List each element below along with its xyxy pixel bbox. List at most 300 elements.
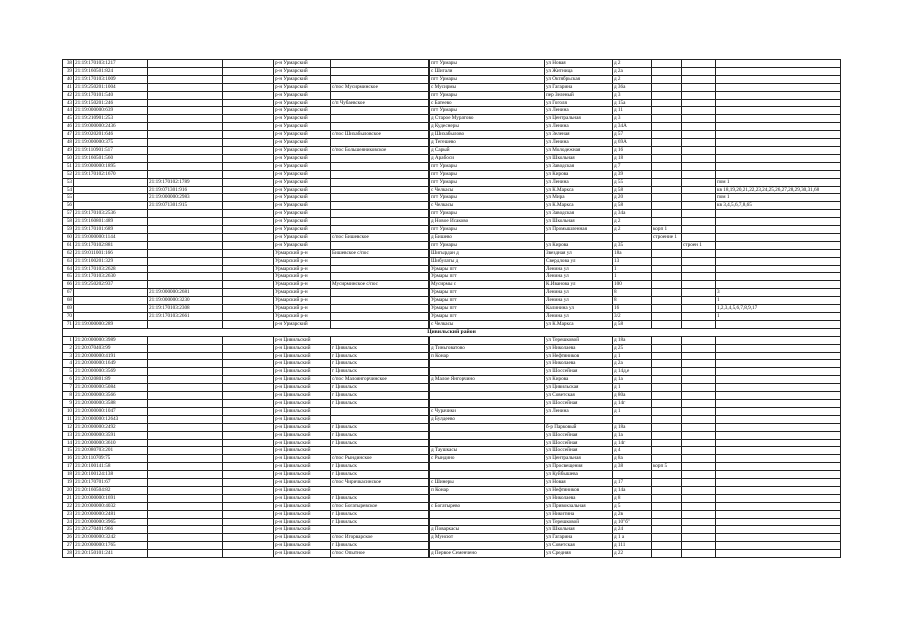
table-cell: строен 1 (682, 241, 716, 249)
table-cell (223, 194, 274, 202)
table-row (63, 471, 841, 479)
table-row (63, 218, 841, 226)
table-cell: 21:19:000000:639 (74, 107, 148, 115)
table-cell: ул Никитина (545, 510, 613, 518)
table-cell (223, 154, 274, 162)
table-cell: 21:20:080703:201 (74, 447, 148, 455)
table-cell: р-н Цивильский (274, 423, 331, 431)
table-row (63, 202, 841, 210)
table-cell (223, 455, 274, 463)
table-row (63, 510, 841, 518)
table-cell (682, 146, 716, 154)
table-cell: р-н Цивильский (274, 368, 331, 376)
table-cell: 69 (63, 305, 74, 313)
table-cell (148, 131, 223, 139)
table-cell: 21:19:160501:824 (74, 67, 148, 75)
table-cell: 4 (63, 360, 74, 368)
table-cell: ул Шоссейная (545, 431, 613, 439)
table-cell: 21:19:000000:1144 (74, 233, 148, 241)
table-cell: ул Шоссейная (545, 439, 613, 447)
table-cell (652, 75, 682, 83)
table-cell: с Богатырево (430, 502, 545, 510)
table-cell (652, 368, 682, 376)
table-cell: с/пос Шихабыловское (331, 131, 429, 139)
table-cell (148, 115, 223, 123)
table-row (63, 463, 841, 471)
table-row (63, 305, 841, 313)
table-cell (682, 407, 716, 415)
table-cell (652, 471, 682, 479)
table-cell (716, 336, 841, 344)
table-cell: г Цивильск (331, 463, 429, 471)
table-cell (430, 360, 545, 368)
table-cell: р-н Цивильский (274, 344, 331, 352)
table-cell (682, 336, 716, 344)
table-cell: 26 (63, 534, 74, 542)
table-cell: д 1 а (613, 534, 652, 542)
table-cell (148, 281, 223, 289)
table-cell (223, 67, 274, 75)
table-cell: 21:19:170102:1789 (148, 178, 223, 186)
table-cell (331, 154, 429, 162)
table-cell (682, 494, 716, 502)
table-cell: ул Ленина (545, 123, 613, 131)
table-cell: 21:20:000000:2481 (74, 510, 148, 518)
table-cell: ул К.Маркса (545, 186, 613, 194)
table-cell (223, 273, 274, 281)
table-cell (331, 210, 429, 218)
table-cell: 21:20:000000:2492 (74, 423, 148, 431)
table-cell: 21:20:000000:3242 (74, 534, 148, 542)
table-cell (430, 471, 545, 479)
section-header-row (63, 328, 841, 336)
table-cell: д 3 (613, 115, 652, 123)
table-cell: ул Школьная (545, 218, 613, 226)
table-cell (148, 415, 223, 423)
table-cell: д 24 (613, 526, 652, 534)
table-cell: р-н Цивильский (274, 360, 331, 368)
table-row (63, 360, 841, 368)
table-cell: ул Кирова (545, 170, 613, 178)
table-cell: пер Зеленый (545, 91, 613, 99)
table-cell: ул Николаева (545, 360, 613, 368)
table-cell: р-н Урмарский (274, 186, 331, 194)
table-cell: корп 5 (652, 463, 682, 471)
table-cell: д Арабоси (430, 154, 545, 162)
table-cell (148, 360, 223, 368)
table-cell (652, 170, 682, 178)
table-cell: ул Шоссейная (545, 447, 613, 455)
table-cell: ул Новая (545, 60, 613, 68)
table-cell: д 55 (613, 178, 652, 186)
table-cell: 21:19:000000:2983 (148, 194, 223, 202)
table-cell (331, 257, 429, 265)
table-cell (682, 265, 716, 273)
table-cell (148, 431, 223, 439)
table-cell: 19 (63, 479, 74, 487)
table-cell: Свердлова ул (545, 257, 613, 265)
table-cell (148, 479, 223, 487)
table-cell: Урмарский р-н (274, 305, 331, 313)
table-cell: д 58 (613, 202, 652, 210)
table-cell (331, 115, 429, 123)
table-cell: пгт Урмары (430, 226, 545, 234)
table-cell: г Цивильск (331, 384, 429, 392)
table-row (63, 186, 841, 194)
table-cell (652, 241, 682, 249)
table-cell: 21:19:110901:517 (74, 146, 148, 154)
table-cell (652, 479, 682, 487)
table-cell (652, 249, 682, 257)
table-cell (652, 281, 682, 289)
table-row (63, 241, 841, 249)
table-cell: д 14а (613, 486, 652, 494)
table-cell (331, 194, 429, 202)
table-cell (652, 431, 682, 439)
table-cell (223, 534, 274, 542)
table-cell: д 25 (613, 344, 652, 352)
table-cell (652, 502, 682, 510)
table-cell (223, 376, 274, 384)
table-cell (223, 178, 274, 186)
table-cell (74, 313, 148, 321)
table-cell: ул Октябрьская (545, 75, 613, 83)
table-row (63, 352, 841, 360)
table-cell (652, 550, 682, 558)
table-cell (652, 384, 682, 392)
table-cell (74, 186, 148, 194)
table-cell: 53 (63, 178, 74, 186)
table-cell (716, 257, 841, 265)
table-cell (682, 115, 716, 123)
table-cell (682, 463, 716, 471)
table-cell (148, 257, 223, 265)
table-cell: 21:20:000000:4032 (74, 502, 148, 510)
table-cell: Урмарский р-н (274, 313, 331, 321)
table-cell: р-н Урмарский (274, 202, 331, 210)
table-cell (148, 210, 223, 218)
table-row (63, 194, 841, 202)
table-cell: 8 (613, 297, 652, 305)
table-cell (223, 360, 274, 368)
table-cell: корп 1 (652, 226, 682, 234)
table-cell: р-н Цивильский (274, 407, 331, 415)
table-cell (682, 502, 716, 510)
table-cell: 59 (63, 226, 74, 234)
table-cell (716, 320, 841, 328)
table-cell (652, 344, 682, 352)
table-cell: г Цивильск (331, 392, 429, 400)
table-cell: д Таушкасы (430, 447, 545, 455)
table-cell: 21:20:020801:89 (74, 376, 148, 384)
table-cell (223, 344, 274, 352)
register-sheet (62, 59, 840, 558)
table-cell (223, 115, 274, 123)
table-cell: р-н Урмарский (274, 99, 331, 107)
table-row (63, 550, 841, 558)
table-cell (331, 336, 429, 344)
table-cell: 15 (63, 447, 74, 455)
table-cell: 55 (63, 194, 74, 202)
table-cell: р-н Урмарский (274, 123, 331, 131)
table-row (63, 226, 841, 234)
table-cell: р-н Урмарский (274, 226, 331, 234)
table-cell: 21:20:000000:3965 (74, 518, 148, 526)
table-cell: 21:19:170103:2308 (148, 305, 223, 313)
table-cell: 40 (63, 75, 74, 83)
table-cell: р-н Цивильский (274, 439, 331, 447)
table-cell: п Конар (430, 486, 545, 494)
table-cell (74, 297, 148, 305)
table-cell: р-н Урмарский (274, 218, 331, 226)
table-cell: д Булдеево (430, 415, 545, 423)
table-cell (148, 123, 223, 131)
table-cell: 21:19:170103:2628 (74, 265, 148, 273)
table-cell (331, 526, 429, 534)
table-cell (716, 360, 841, 368)
table-cell (223, 83, 274, 91)
table-cell (716, 60, 841, 68)
table-row (63, 289, 841, 297)
table-cell (682, 534, 716, 542)
table-cell (716, 376, 841, 384)
table-cell (682, 455, 716, 463)
table-cell (682, 218, 716, 226)
table-cell (74, 178, 148, 186)
table-row (63, 526, 841, 534)
table-cell (652, 91, 682, 99)
table-cell: р-н Урмарский (274, 170, 331, 178)
table-cell (223, 226, 274, 234)
table-cell (148, 83, 223, 91)
table-row (63, 455, 841, 463)
table-cell: Урмары пгт (430, 305, 545, 313)
table-cell (223, 463, 274, 471)
table-cell: Ленина ул (545, 289, 613, 297)
table-cell: 10 (63, 407, 74, 415)
table-cell (682, 320, 716, 328)
table-cell: г Цивильск (331, 439, 429, 447)
table-cell: 21:20:070403:99 (74, 344, 148, 352)
table-cell (223, 146, 274, 154)
table-cell: р-н Урмарский (274, 139, 331, 147)
table-cell (682, 297, 716, 305)
table-cell (331, 162, 429, 170)
table-cell (682, 526, 716, 534)
table-cell: д Мунсют (430, 534, 545, 542)
table-cell (652, 542, 682, 550)
table-cell (682, 415, 716, 423)
table-cell (148, 550, 223, 558)
table-cell (716, 344, 841, 352)
table-cell: 5 (63, 368, 74, 376)
table-cell (716, 542, 841, 550)
table-cell (682, 186, 716, 194)
table-cell: д 8 (613, 494, 652, 502)
table-cell: 71 (63, 320, 74, 328)
table-cell (331, 170, 429, 178)
table-cell (223, 439, 274, 447)
table-row (63, 249, 841, 257)
table-cell: 21 (63, 494, 74, 502)
table-cell: р-н Цивильский (274, 510, 331, 518)
table-cell: 64 (63, 265, 74, 273)
table-cell (148, 486, 223, 494)
table-cell: д 36а (613, 83, 652, 91)
table-cell: г Цивильск (331, 360, 429, 368)
table-cell: п Конар (430, 352, 545, 360)
table-cell: д Тиньговатово (430, 344, 545, 352)
table-cell (716, 107, 841, 115)
table-cell: 13 (613, 257, 652, 265)
table-cell (652, 162, 682, 170)
table-cell: д 80а (613, 392, 652, 400)
table-cell: ул Центральная (545, 455, 613, 463)
table-cell: 21:19:160801:489 (74, 218, 148, 226)
table-cell: ул Шоссейная (545, 399, 613, 407)
table-cell (223, 241, 274, 249)
table-cell: Урмарский р-н (274, 257, 331, 265)
table-cell: с/пос Чиричкасинское (331, 479, 429, 487)
table-row (63, 233, 841, 241)
table-cell (223, 542, 274, 550)
table-cell (74, 194, 148, 202)
table-cell: р-н Урмарский (274, 194, 331, 202)
table-cell (652, 202, 682, 210)
table-cell (682, 479, 716, 487)
table-cell: 1 (613, 265, 652, 273)
table-cell (716, 233, 841, 241)
table-cell: 21:19:250201:1004 (74, 83, 148, 91)
table-cell (430, 336, 545, 344)
table-row (63, 297, 841, 305)
table-row (63, 139, 841, 147)
table-cell: р-н Цивильский (274, 542, 331, 550)
table-cell: д 17 (613, 479, 652, 487)
table-cell (545, 233, 613, 241)
table-cell: Звездная ул (545, 249, 613, 257)
table-cell: д 39 (613, 170, 652, 178)
table-cell: ул Заводская (545, 162, 613, 170)
table-cell: р-н Урмарский (274, 67, 331, 75)
table-cell: 2 (63, 344, 74, 352)
table-cell: 39 (63, 67, 74, 75)
table-cell (148, 218, 223, 226)
table-cell (223, 297, 274, 305)
table-cell (613, 471, 652, 479)
table-cell (716, 139, 841, 147)
table-row (63, 447, 841, 455)
table-cell: 21:19:071301:915 (148, 202, 223, 210)
table-cell: д 34а (613, 210, 652, 218)
table-cell (652, 510, 682, 518)
table-cell: г Цивильск (331, 510, 429, 518)
table-cell (331, 289, 429, 297)
table-cell (652, 67, 682, 75)
table-cell (331, 178, 429, 186)
table-cell (223, 471, 274, 479)
table-cell: р-н Цивильский (274, 352, 331, 360)
table-cell (613, 233, 652, 241)
table-row (63, 210, 841, 218)
table-cell (331, 67, 429, 75)
table-cell: д 1а (613, 376, 652, 384)
table-cell (223, 550, 274, 558)
table-cell (716, 273, 841, 281)
table-cell: ул Гагарина (545, 534, 613, 542)
table-cell (331, 107, 429, 115)
table-cell (223, 186, 274, 194)
table-cell: 25 (63, 526, 74, 534)
table-cell: 70 (63, 313, 74, 321)
table-cell: 67 (63, 289, 74, 297)
table-cell (652, 265, 682, 273)
table-cell: 21:20:170701:67 (74, 479, 148, 487)
table-cell (716, 415, 841, 423)
table-cell (716, 218, 841, 226)
table-cell: ул Нефтяников (545, 486, 613, 494)
table-cell: Урмарский р-н (274, 297, 331, 305)
table-cell (652, 423, 682, 431)
table-cell (716, 123, 841, 131)
table-cell (223, 392, 274, 400)
table-cell (148, 226, 223, 234)
table-cell: Урмарский р-н (274, 249, 331, 257)
table-cell (716, 463, 841, 471)
table-cell (148, 273, 223, 281)
table-cell (682, 91, 716, 99)
table-cell (652, 313, 682, 321)
table-cell: Урмары пгт (430, 297, 545, 305)
table-cell (716, 494, 841, 502)
table-row (63, 170, 841, 178)
table-cell (716, 502, 841, 510)
table-cell: ул Промышленная (545, 226, 613, 234)
table-cell (223, 91, 274, 99)
table-cell: г Цивильск (331, 368, 429, 376)
table-cell: 58 (63, 218, 74, 226)
table-cell (682, 170, 716, 178)
table-cell (223, 423, 274, 431)
table-cell (716, 352, 841, 360)
table-cell: пгт Урмары (430, 194, 545, 202)
table-cell (716, 83, 841, 91)
table-cell (148, 344, 223, 352)
table-cell (682, 360, 716, 368)
table-cell: д 69А (613, 139, 652, 147)
table-cell: строение 1 (652, 233, 682, 241)
table-cell: 48 (63, 139, 74, 147)
table-cell: 21:19:170101:540 (74, 91, 148, 99)
table-cell (74, 305, 148, 313)
table-cell: д 5 (613, 502, 652, 510)
table-cell: 38 (63, 60, 74, 68)
table-cell (223, 281, 274, 289)
table-cell (331, 123, 429, 131)
table-cell (682, 154, 716, 162)
table-row (63, 399, 841, 407)
table-cell: Калинина ул (545, 305, 613, 313)
table-cell (223, 202, 274, 210)
table-cell (682, 289, 716, 297)
table-cell (716, 368, 841, 376)
table-cell (148, 249, 223, 257)
table-cell: 28 (63, 550, 74, 558)
table-cell: 21:20:000000:1649 (74, 360, 148, 368)
table-row (63, 376, 841, 384)
table-cell (652, 320, 682, 328)
table-cell (430, 463, 545, 471)
